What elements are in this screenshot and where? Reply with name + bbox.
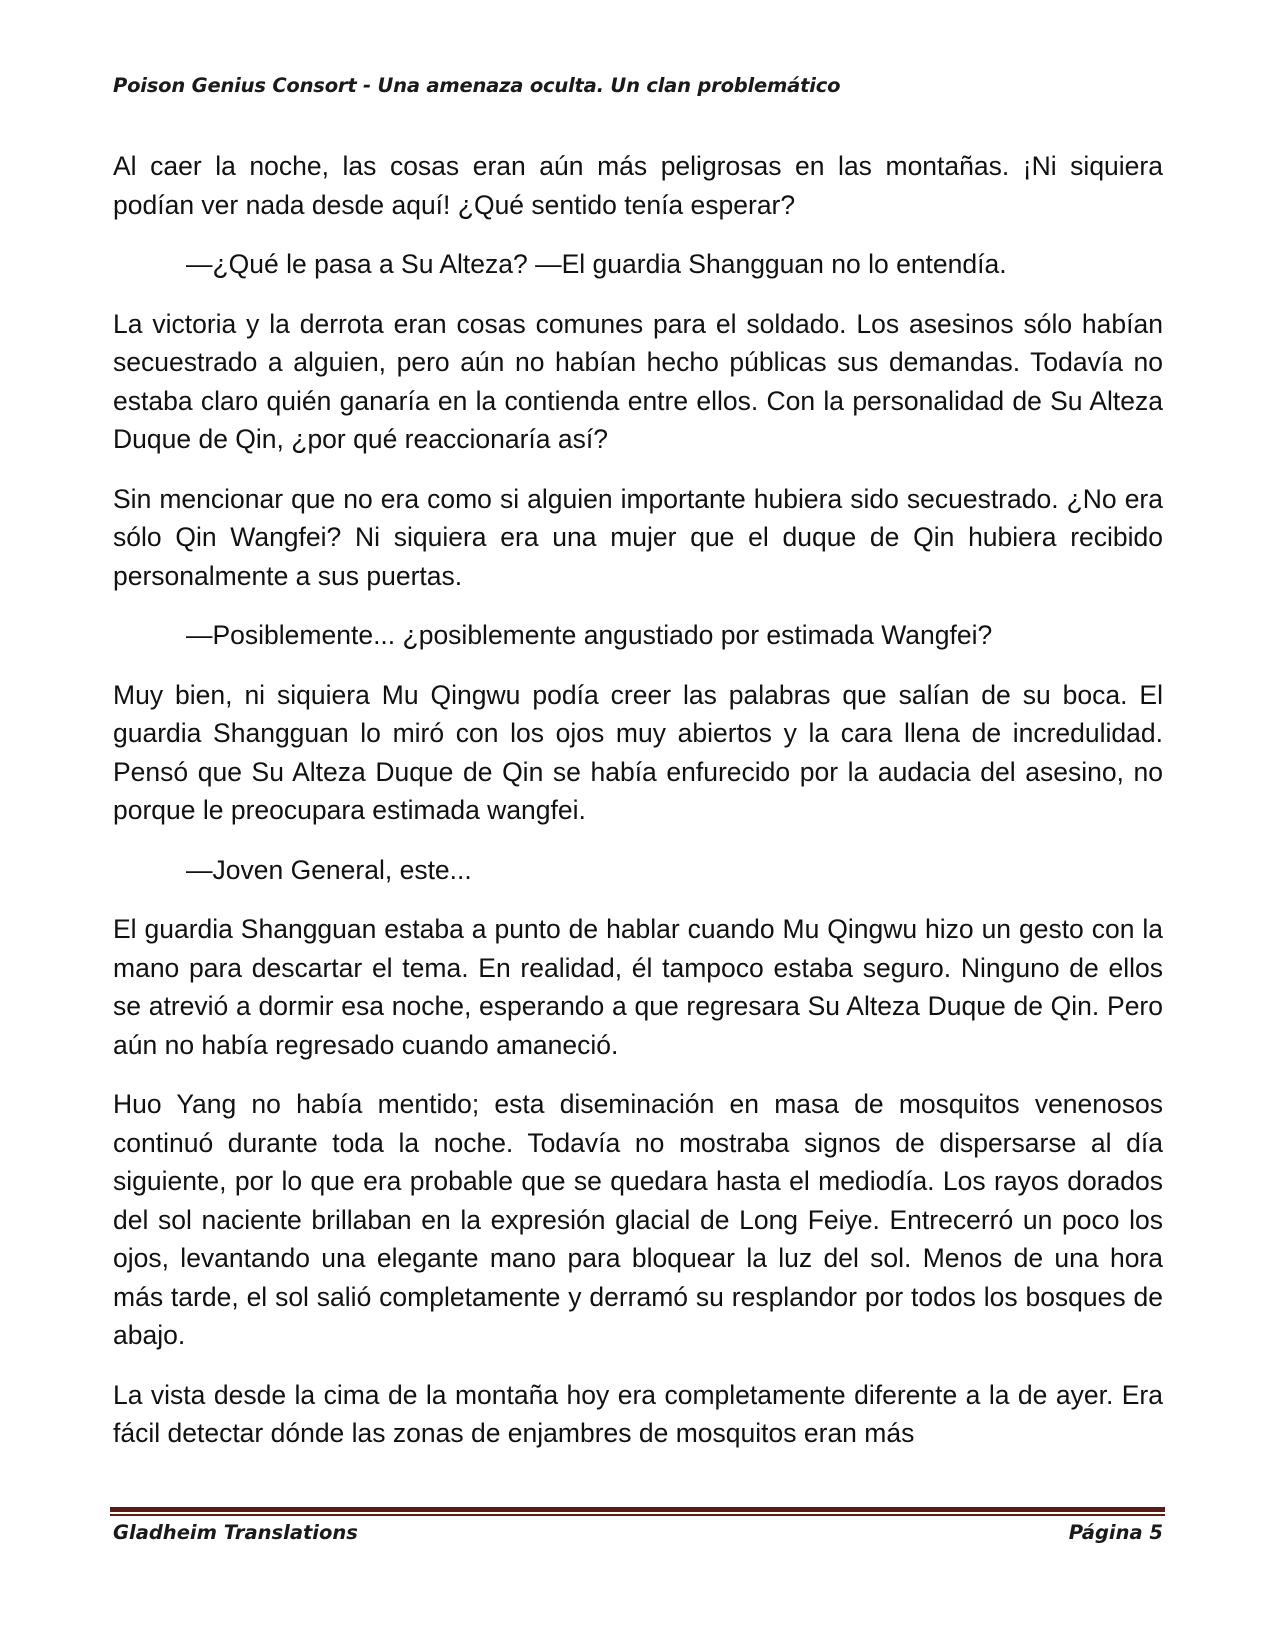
dialog-line-2: —Posiblemente... ¿posiblemente angustiado por estimada Wangfei? xyxy=(186,620,993,650)
paragraph-3: Sin mencionar que no era como si alguien importante hubiera sido secuestrado. ¿No era sólo Qin Wangfei? Ni siquiera era una mujer que el duque de Qin hubiera recibido personalmente a sus puertas. xyxy=(113,483,1163,591)
page-header-title: Poison Genius Consort - Una amenaza oculta. Un clan problemático xyxy=(113,74,841,97)
footer-divider-thin xyxy=(110,1514,1165,1516)
dialog-line-3: —Joven General, este... xyxy=(186,854,472,885)
footer-page-number: Página 5 xyxy=(1068,1521,1163,1544)
footer-divider-thick xyxy=(110,1507,1165,1512)
dialog-line-1: —¿Qué le pasa a Su Alteza? —El guardia Shangguan no lo entendía. xyxy=(186,249,1007,279)
paragraph-2: La victoria y la derrota eran cosas comunes para el soldado. Los asesinos sólo habían secuestrado a alguien, pero aún no habían hecho públicas sus demandas. Todavía no estaba claro quién ganaría en la contienda entre ellos. Con la personalidad de Su Alteza Duque de Qin, ¿por qué reaccionaría así? xyxy=(113,308,1163,454)
footer-publisher: Gladheim Translations xyxy=(113,1521,358,1544)
paragraph-7: La vista desde la cima de la montaña hoy era completamente diferente a la de ayer. Era fácil detectar dónde las zonas de enjambres de mosquitos eran más xyxy=(113,1379,1163,1448)
paragraph-6: Huo Yang no había mentido; esta diseminación en masa de mosquitos venenosos continuó durante toda la noche. Todavía no mostraba signos de dispersarse al día siguiente, por lo que era probable que se quedara hasta el mediodía. Los rayos dorados del sol naciente brillaban en la expresión glacial de Long Feiye. Entrecerró un poco los ojos, levantando una elegante mano para bloquear la luz del sol. Menos de una hora más tarde, el sol salió completamente y derramó su resplandor por todos los bosques de abajo. xyxy=(113,1089,1163,1350)
paragraph-4: Muy bien, ni siquiera Mu Qingwu podía creer las palabras que salían de su boca. El guardia Shangguan lo miró con los ojos muy abiertos y la cara llena de incredulidad. Pensó que Su Alteza Duque de Qin se había enfurecido por la audacia del asesino, no porque le preocupara estimada wangfei. xyxy=(113,679,1163,825)
paragraph-1: Al caer la noche, las cosas eran aún más peligrosas en las montañas. ¡Ni siquiera podían ver nada desde aquí! ¿Qué sentido tenía esperar? xyxy=(113,151,1163,220)
paragraph-5: El guardia Shangguan estaba a punto de hablar cuando Mu Qingwu hizo un gesto con la mano para descartar el tema. En realidad, él tampoco estaba seguro. Ninguno de ellos se atrevió a dormir esa noche, esperando a que regresara Su Alteza Duque de Qin. Pero aún no había regresado cuando amaneció. xyxy=(113,914,1163,1060)
page-body xyxy=(113,147,1163,1474)
